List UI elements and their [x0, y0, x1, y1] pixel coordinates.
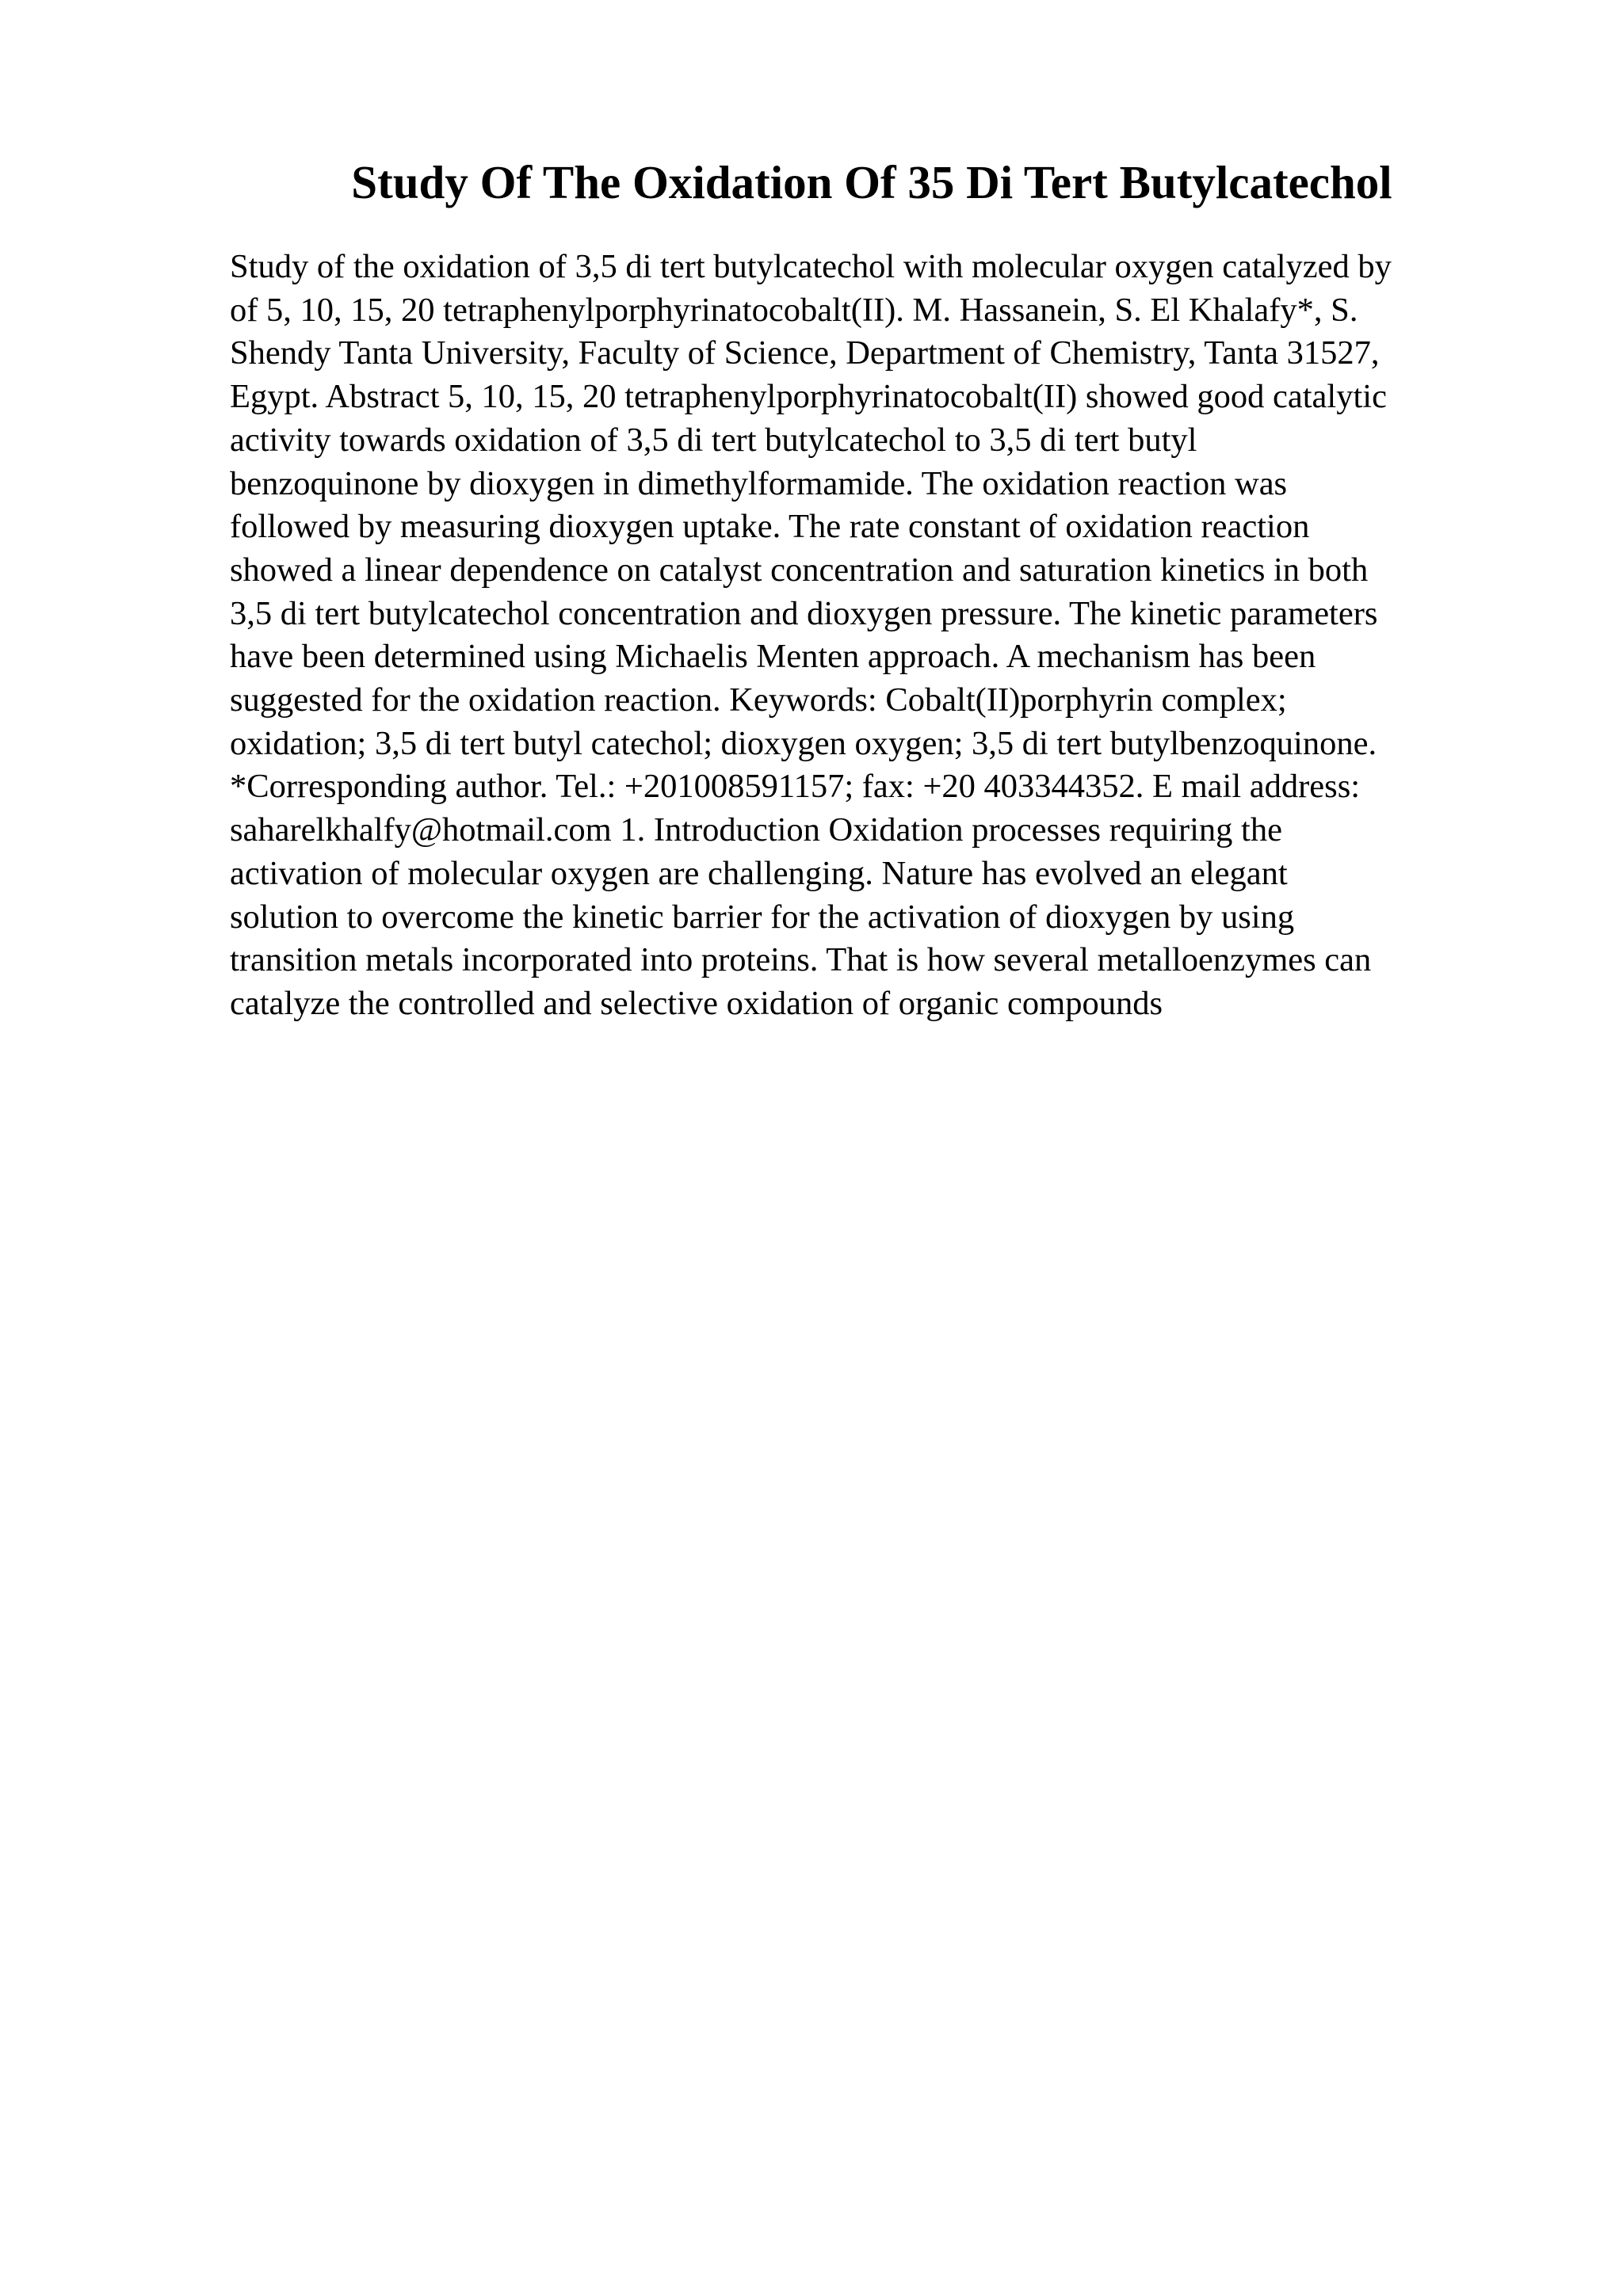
body-line: have been determined using Michaelis Menten approach. A mechanism has been: [230, 638, 1316, 676]
body-line: showed a linear dependence on catalyst concentration and saturation kinetics in both: [230, 551, 1369, 589]
body-line: activation of molecular oxygen are challenging. Nature has evolved an elegant: [230, 854, 1288, 892]
body-line: catalyze the controlled and selective oxidation of organic compounds: [230, 984, 1163, 1022]
body-line: 3,5 di tert butylcatechol concentration and dioxygen pressure. The kinetic parameters: [230, 594, 1378, 632]
body-line: of 5, 10, 15, 20 tetraphenylporphyrinatocobalt(II). M. Hassanein, S. El Khalafy*, S.: [230, 291, 1358, 329]
body-line: transition metals incorporated into proteins. That is how several metalloenzymes can: [230, 941, 1372, 979]
document-body: [230, 246, 1514, 1026]
body-line: solution to overcome the kinetic barrier for the activation of dioxygen by using: [230, 898, 1295, 936]
body-line: *Corresponding author. Tel.: +201008591157; fax: +20 403344352. E mail address:: [230, 768, 1361, 806]
body-line: oxidation; 3,5 di tert butyl catechol; dioxygen oxygen; 3,5 di tert butylbenzoquinone.: [230, 724, 1377, 762]
body-line: benzoquinone by dioxygen in dimethylformamide. The oxidation reaction was: [230, 464, 1288, 502]
body-line: Study of the oxidation of 3,5 di tert butylcatechol with molecular oxygen catalyzed by: [230, 248, 1392, 285]
body-line: suggested for the oxidation reaction. Keywords: Cobalt(II)porphyrin complex;: [230, 681, 1287, 719]
body-line: Egypt. Abstract 5, 10, 15, 20 tetraphenylporphyrinatocobalt(II) showed good catalytic: [230, 378, 1387, 416]
body-line: saharelkhalfy@hotmail.com 1. Introduction Oxidation processes requiring the: [230, 811, 1282, 849]
body-line: activity towards oxidation of 3,5 di tert butylcatechol to 3,5 di tert butyl: [230, 421, 1197, 459]
body-line: followed by measuring dioxygen uptake. The rate constant of oxidation reaction: [230, 508, 1310, 546]
body-line: Shendy Tanta University, Faculty of Science, Department of Chemistry, Tanta 31527,: [230, 334, 1380, 372]
document-title: Study Of The Oxidation Of 35 Di Tert Butylcatechol: [351, 156, 1392, 208]
